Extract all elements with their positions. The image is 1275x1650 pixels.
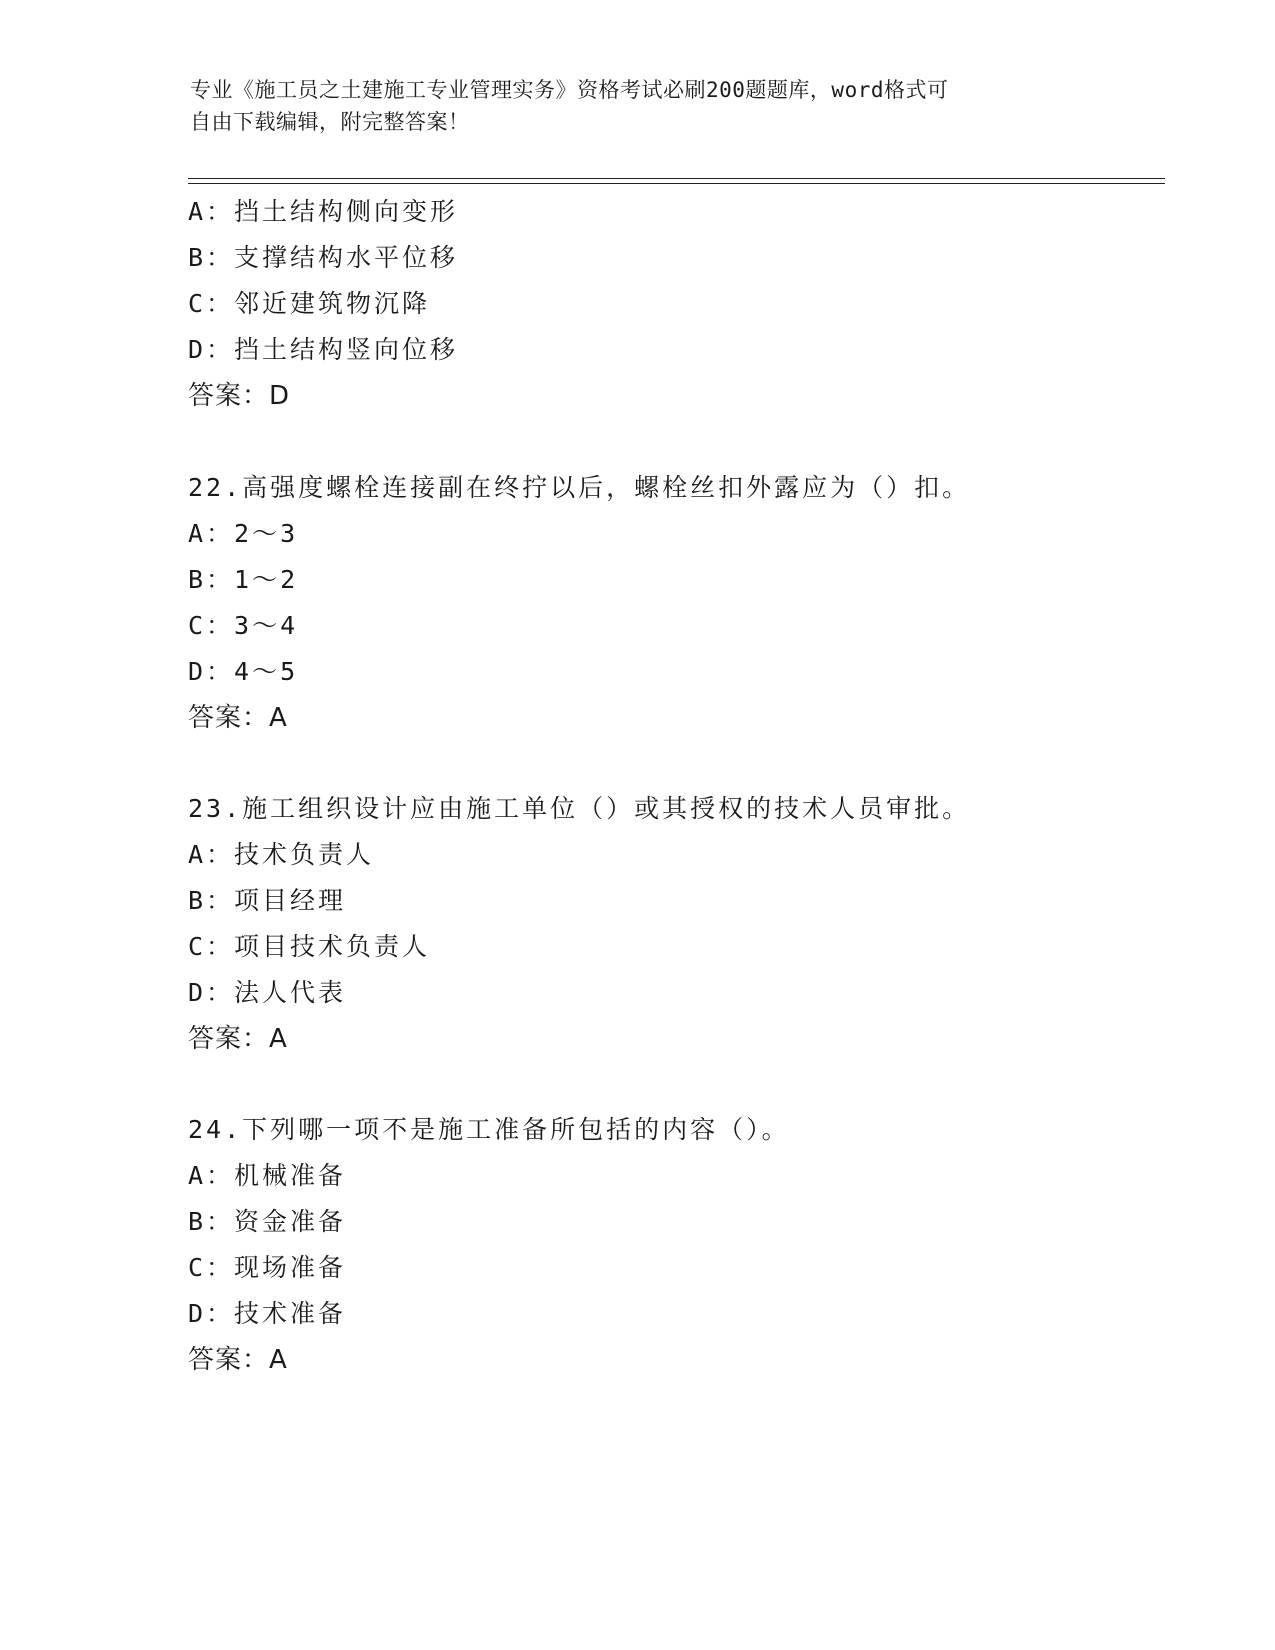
option-b: B：项目经理	[188, 886, 347, 915]
option-a: A：技术负责人	[188, 840, 375, 869]
option-d: D：挡土结构竖向位移	[188, 335, 459, 364]
option-b: B：支撑结构水平位移	[188, 243, 459, 272]
answer-line: 答案：A	[188, 703, 288, 733]
question-text: 23.施工组织设计应由施工单位（）或其授权的技术人员审批。	[188, 794, 971, 823]
header-rule-top	[188, 178, 1165, 179]
question-block-23	[188, 786, 1188, 1062]
question-text: 24.下列哪一项不是施工准备所包括的内容（）。	[188, 1115, 790, 1144]
option-a: A：挡土结构侧向变形	[188, 197, 459, 226]
answer-line: 答案：D	[188, 381, 291, 411]
option-c: C：项目技术负责人	[188, 932, 431, 961]
option-a: A：机械准备	[188, 1161, 347, 1190]
option-a: A：2～3	[188, 519, 299, 548]
option-c: C：现场准备	[188, 1253, 347, 1282]
option-d: D：法人代表	[188, 978, 347, 1007]
option-b: B：资金准备	[188, 1207, 347, 1236]
answer-line: 答案：A	[188, 1345, 288, 1375]
header-line-2: 自由下载编辑，附完整答案！	[190, 110, 470, 134]
question-block-21	[188, 189, 1188, 419]
option-c: C：邻近建筑物沉降	[188, 289, 431, 318]
option-d: D：技术准备	[188, 1299, 347, 1328]
question-block-22	[188, 465, 1188, 741]
option-b: B：1～2	[188, 565, 299, 594]
answer-line: 答案：A	[188, 1024, 288, 1054]
question-text: 22.高强度螺栓连接副在终拧以后，螺栓丝扣外露应为（）扣。	[188, 473, 971, 502]
header-line-1: 专业《施工员之土建施工专业管理实务》资格考试必刷200题题库，word格式可	[190, 78, 949, 102]
option-d: D：4～5	[188, 657, 299, 686]
option-c: C：3～4	[188, 611, 299, 640]
document-header	[190, 74, 1070, 138]
header-rule-bottom	[188, 183, 1165, 184]
question-block-24	[188, 1107, 1188, 1383]
